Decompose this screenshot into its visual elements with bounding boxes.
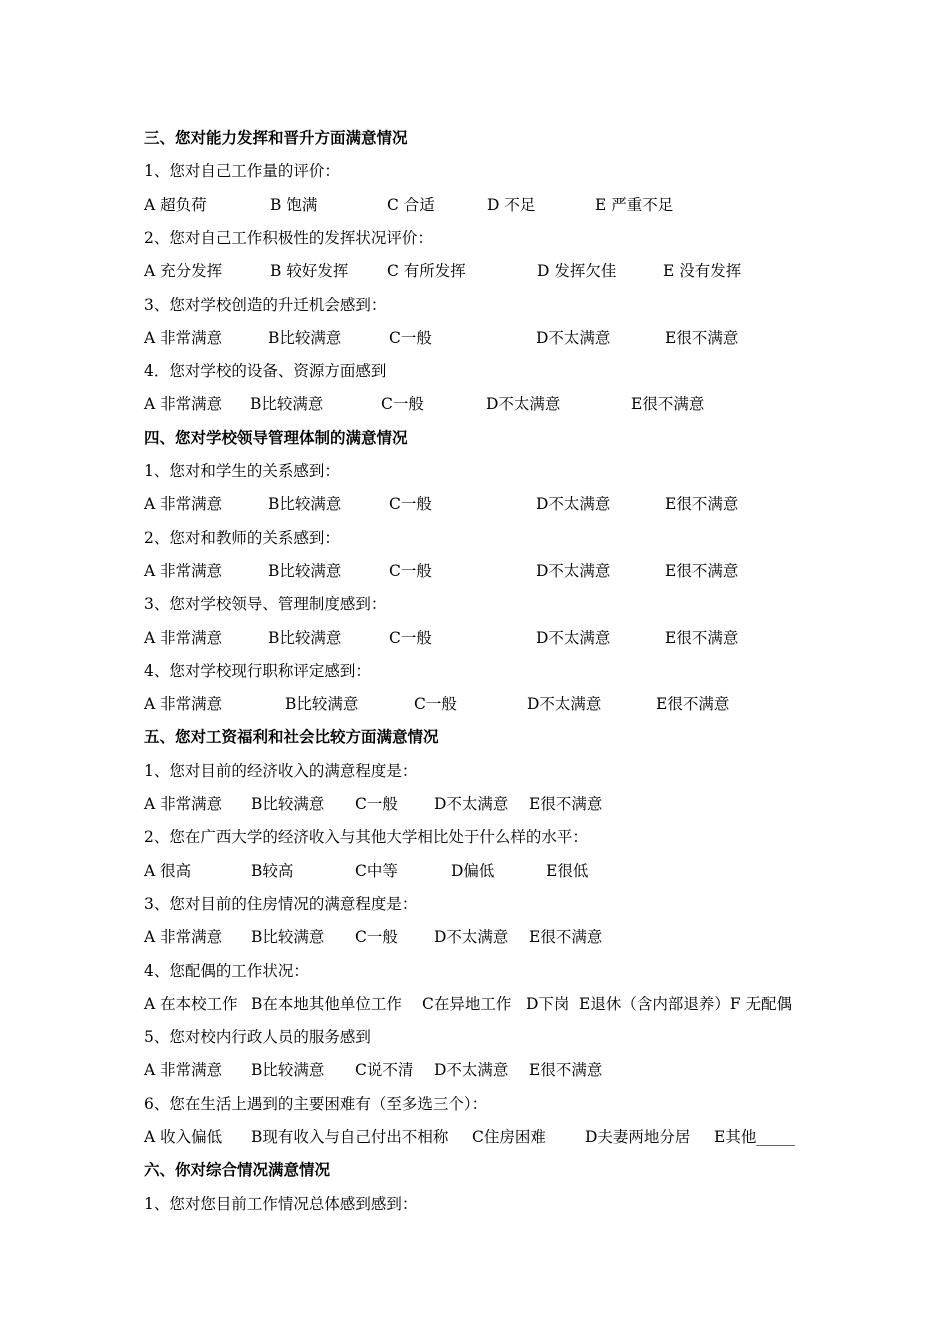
- answer-option: C说不清: [355, 1061, 414, 1080]
- question-text: 4．您对学校的设备、资源方面感到: [144, 362, 387, 381]
- answer-option: A 充分发挥: [144, 262, 223, 281]
- answer-option: D不太满意: [434, 795, 509, 813]
- answer-option: D偏低: [451, 861, 495, 880]
- answer-option: D不太满意: [486, 395, 561, 414]
- answer-option: E很不满意: [529, 1061, 603, 1080]
- answer-option: A 很高: [144, 861, 192, 880]
- answer-option: D夫妻两地分居: [585, 1128, 691, 1146]
- answer-option: C一般: [389, 628, 432, 647]
- section-heading: 三、您对能力发挥和晋升方面满意情况: [144, 128, 408, 147]
- answer-option: A 非常满意: [144, 795, 223, 813]
- answer-option: C一般: [355, 795, 398, 813]
- answer-option: D不太满意: [536, 495, 611, 514]
- answer-option: C一般: [389, 328, 432, 347]
- section-heading: 六、你对综合情况满意情况: [144, 1160, 331, 1180]
- answer-option: E很不满意: [665, 328, 739, 347]
- answer-option: B较高: [251, 861, 294, 880]
- question-text: 3、您对学校创造的升迁机会感到：: [144, 295, 387, 314]
- answer-option: D不太满意: [434, 928, 509, 947]
- answer-option: D不太满意: [527, 695, 602, 714]
- answer-option: D 不足: [487, 195, 536, 214]
- question-text: 2、您对和教师的关系感到：: [144, 528, 340, 547]
- answer-option: A 非常满意: [144, 1061, 223, 1080]
- answer-option: A 非常满意: [144, 328, 223, 347]
- answer-option: A 非常满意: [144, 395, 223, 414]
- question-text: 1、您对和学生的关系感到：: [144, 462, 340, 480]
- answer-option: E很不满意: [529, 928, 603, 947]
- answer-option: E很不满意: [665, 561, 739, 580]
- answer-option: C一般: [355, 928, 398, 947]
- answer-option: B在本地其他单位工作: [251, 994, 402, 1013]
- answer-option: C在异地工作: [422, 994, 512, 1013]
- answer-option: A 非常满意: [144, 695, 223, 714]
- answer-option: B比较满意: [251, 928, 325, 947]
- answer-option: C住房困难: [472, 1128, 546, 1146]
- answer-option: B比较满意: [268, 628, 342, 647]
- answer-option: E很不满意: [665, 628, 739, 647]
- answer-option: C一般: [381, 395, 424, 414]
- answer-option: B比较满意: [285, 695, 359, 714]
- question-text: 1、您对目前的经济收入的满意程度是：: [144, 761, 418, 780]
- answer-option: A 非常满意: [144, 561, 223, 580]
- answer-option: E很不满意: [529, 795, 603, 813]
- answer-option: D不太满意: [536, 328, 611, 347]
- answer-option: C中等: [355, 861, 398, 880]
- question-text: 1、您对您目前工作情况总体感到感到：: [144, 1194, 418, 1213]
- answer-option: A 在本校工作: [144, 994, 238, 1013]
- answer-option: A 收入偏低: [144, 1128, 223, 1146]
- answer-option: D下岗: [526, 994, 570, 1013]
- answer-option: B比较满意: [251, 1061, 325, 1080]
- answer-option: B比较满意: [268, 328, 342, 347]
- answer-option: E很不满意: [656, 695, 730, 714]
- answer-option: C 合适: [387, 195, 435, 214]
- question-text: 2、您对自己工作积极性的发挥状况评价：: [144, 228, 433, 247]
- answer-option: D不太满意: [434, 1061, 509, 1080]
- answer-option: E 没有发挥: [663, 262, 742, 281]
- answer-option: A 非常满意: [144, 628, 223, 647]
- question-text: 3、您对学校领导、管理制度感到：: [144, 595, 387, 614]
- answer-option: B 饱满: [270, 195, 318, 214]
- question-text: 1、您对自己工作量的评价：: [144, 162, 340, 181]
- section-heading: 四、您对学校领导管理体制的满意情况: [144, 427, 408, 447]
- question-text: 4、您对学校现行职称评定感到：: [144, 661, 371, 680]
- question-text: 4、您配偶的工作状况：: [144, 961, 309, 980]
- section-heading: 五、您对工资福利和社会比较方面满意情况: [144, 727, 439, 747]
- question-text: 5、您对校内行政人员的服务感到: [144, 1028, 371, 1047]
- answer-option: E其他_____: [714, 1128, 796, 1146]
- answer-option: E很低: [546, 861, 589, 880]
- answer-option: B比较满意: [268, 495, 342, 514]
- answer-option: A 非常满意: [144, 495, 223, 514]
- answer-option: D不太满意: [536, 561, 611, 580]
- answer-option: A 非常满意: [144, 928, 223, 947]
- answer-option: B比较满意: [250, 395, 324, 414]
- answer-option: C 有所发挥: [387, 262, 466, 281]
- answer-option: D不太满意: [536, 628, 611, 647]
- answer-option: E很不满意: [631, 395, 705, 414]
- answer-option: B现有收入与自己付出不相称: [251, 1128, 449, 1146]
- question-text: 6、您在生活上遇到的主要困难有（至多选三个）：: [144, 1094, 488, 1113]
- answer-option: A 超负荷: [144, 195, 207, 214]
- answer-option: B 较好发挥: [270, 262, 349, 281]
- answer-option: E 严重不足: [595, 195, 674, 214]
- answer-option: B比较满意: [268, 561, 342, 580]
- answer-option: C一般: [389, 561, 432, 580]
- answer-option: C一般: [389, 495, 432, 514]
- answer-option: E退休（含内部退养）F 无配偶: [579, 994, 792, 1013]
- answer-option: E很不满意: [665, 495, 739, 514]
- answer-option: B比较满意: [251, 795, 325, 813]
- answer-option: C一般: [414, 695, 457, 714]
- question-text: 2、您在广西大学的经济收入与其他大学相比处于什么样的水平：: [144, 828, 588, 847]
- question-text: 3、您对目前的住房情况的满意程度是：: [144, 894, 418, 913]
- answer-option: D 发挥欠佳: [537, 262, 617, 281]
